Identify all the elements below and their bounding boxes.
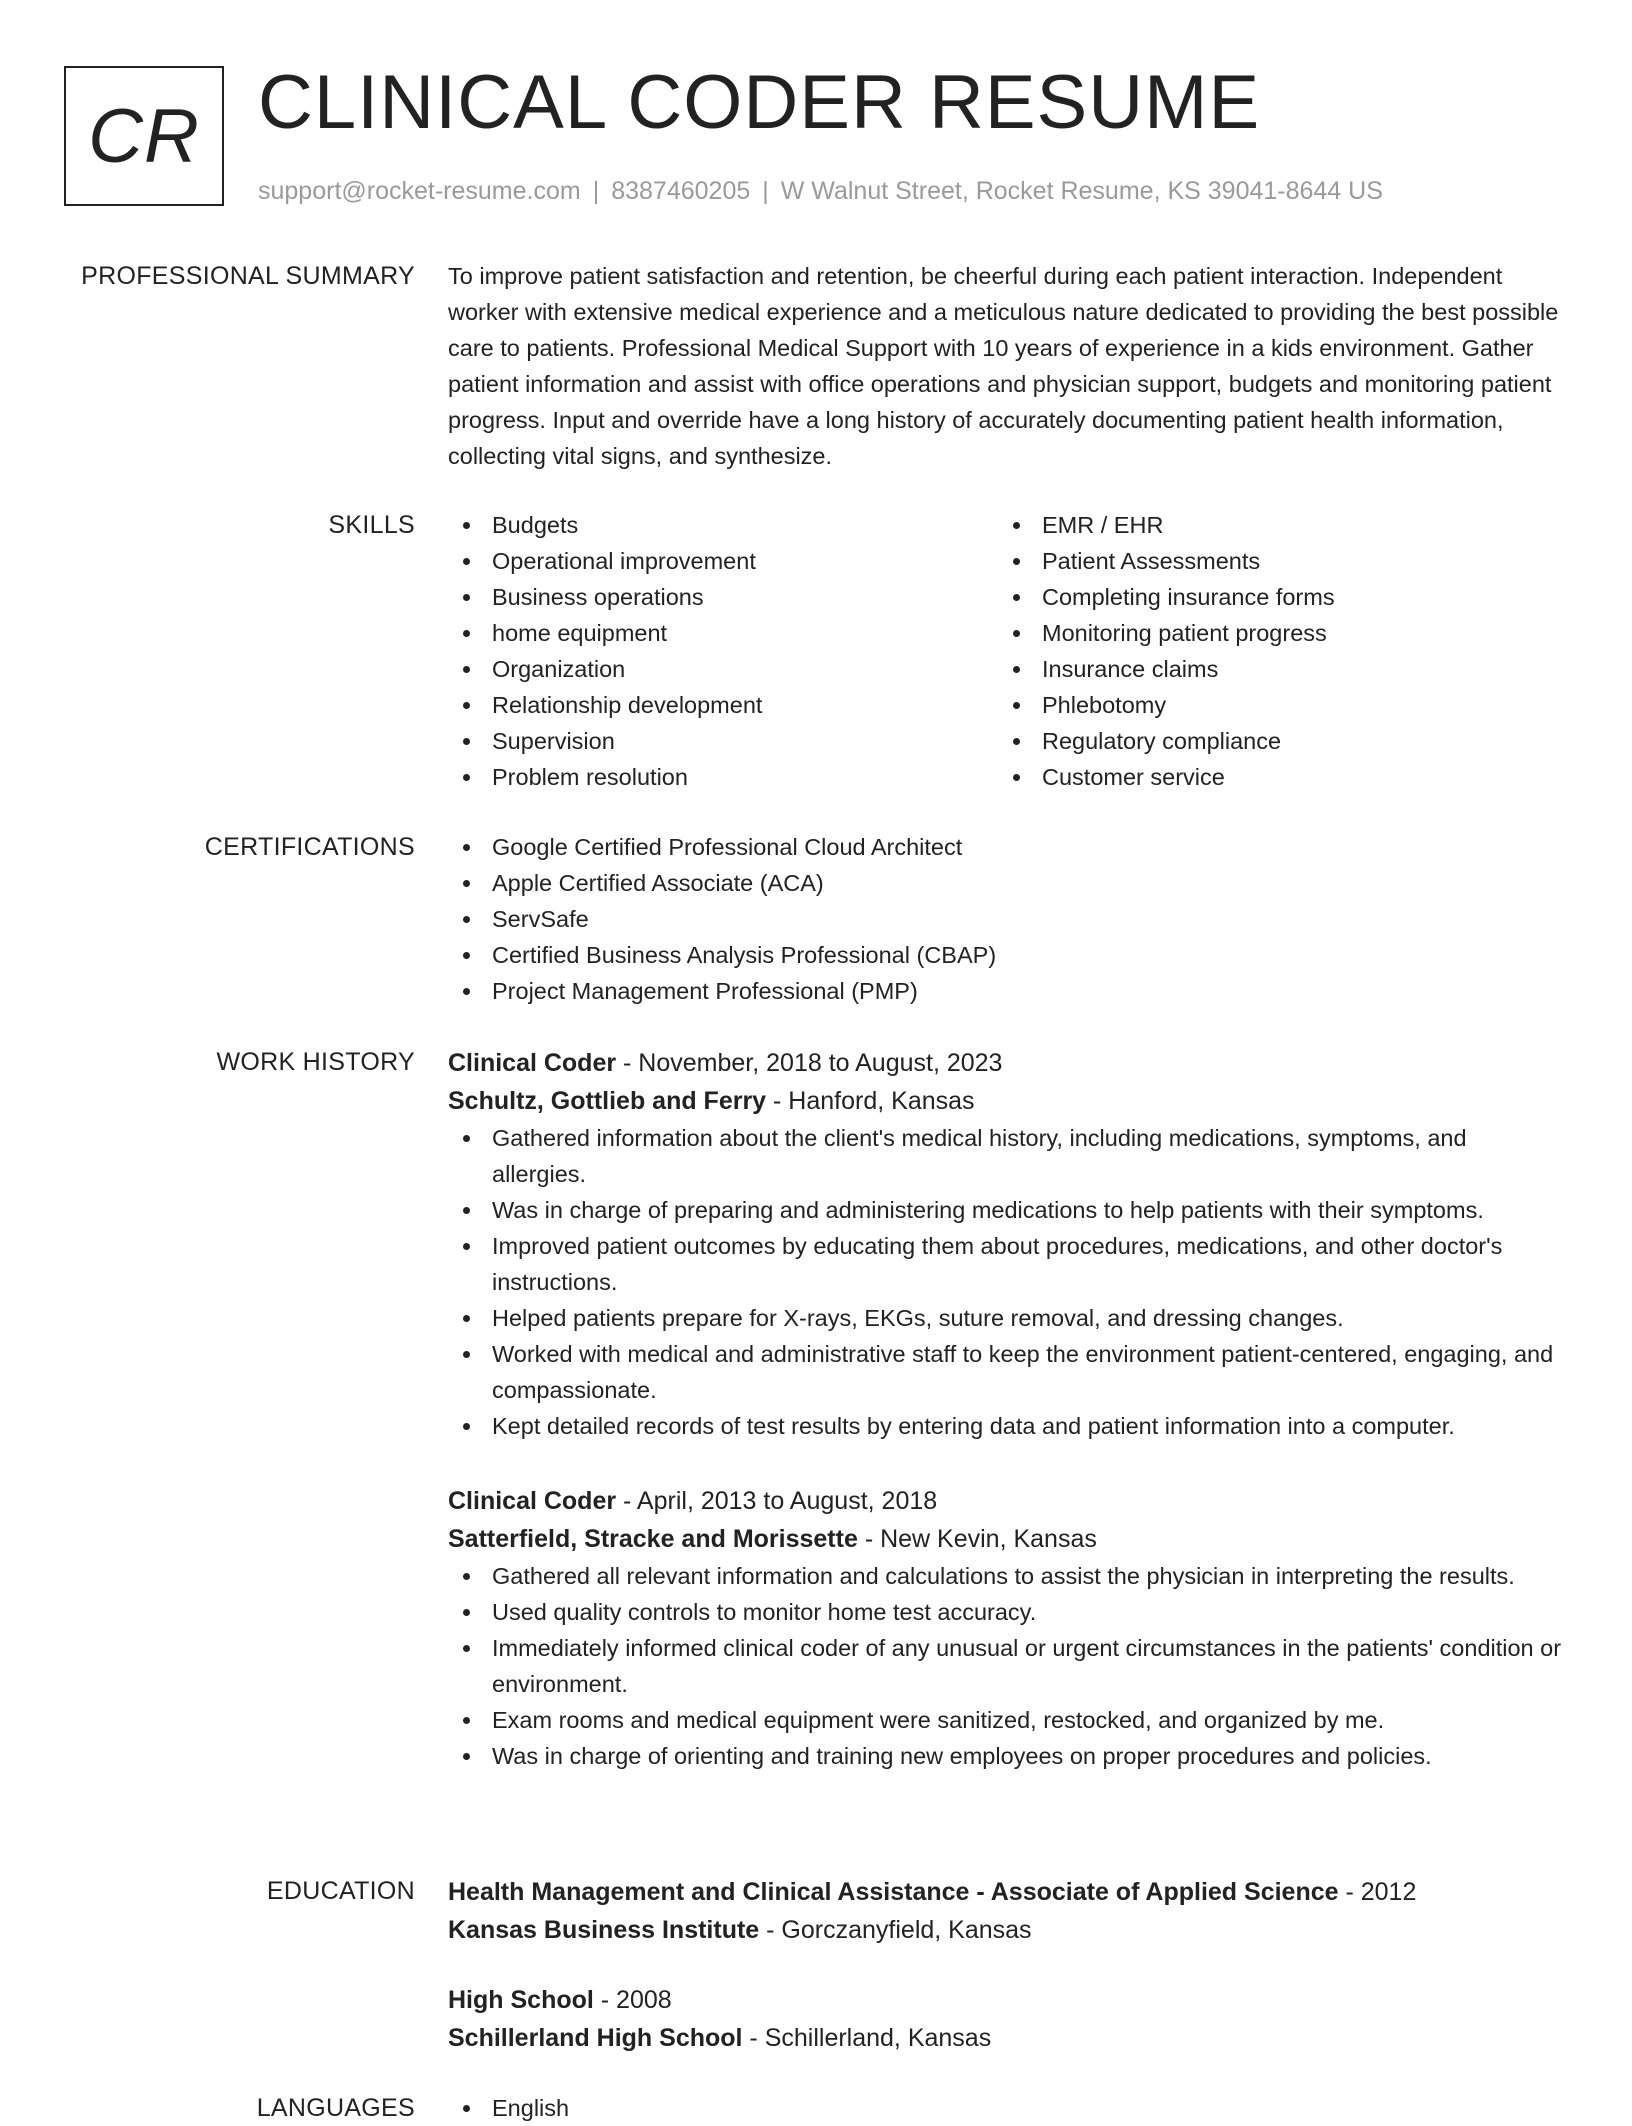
section-heading-certifications: CERTIFICATIONS (204, 833, 415, 861)
job-duty: Helped patients prepare for X-rays, EKGs, suture removal, and dressing changes. (448, 1300, 1564, 1336)
section-heading-work-history: WORK HISTORY (216, 1048, 415, 1076)
contact-address: W Walnut Street, Rocket Resume, KS 39041-8644 US (780, 177, 1383, 205)
education-school: Kansas Business Institute (448, 1916, 760, 1944)
education-degree: Health Management and Clinical Assistance - Associate of Applied Science (448, 1878, 1339, 1906)
job-company: Satterfield, Stracke and Morissette (448, 1525, 858, 1553)
education-entry (448, 1981, 1564, 2057)
skill-item: Relationship development (448, 687, 998, 723)
skill-item: Insurance claims (998, 651, 1548, 687)
job-duty: Kept detailed records of test results by entering data and patient information into a computer. (448, 1408, 1564, 1444)
skill-item: Organization (448, 651, 998, 687)
work-history-body (448, 1044, 1564, 1774)
contact-line (258, 174, 1383, 208)
certifications-list (448, 829, 1564, 1009)
certification-item: Certified Business Analysis Professional (CBAP) (448, 937, 1564, 973)
skill-item: Monitoring patient progress (998, 615, 1548, 651)
education-degree-line (448, 1873, 1564, 1911)
skill-item: Regulatory compliance (998, 723, 1548, 759)
job-location: - Hanford, Kansas (766, 1087, 975, 1115)
job-duty: Improved patient outcomes by educating them about procedures, medications, and other doctor's instructions. (448, 1228, 1564, 1300)
skills-body (448, 507, 1564, 795)
skills-list-left (448, 507, 998, 795)
skill-item: Phlebotomy (998, 687, 1548, 723)
section-heading-skills: SKILLS (328, 511, 415, 539)
summary-text: To improve patient satisfaction and retention, be cheerful during each patient interaction. Independent worker with extensive medical experience and a meticulous nature dedicated to providing the best possible care to patients. Professional Medical Support with 10 years of experience in a kids environment. Gather patient information and assist with office operations and physician support, budgets and monitoring patient progress. Input and override have a long history of accurately documenting patient health information, collecting vital signs, and synthesize. (448, 263, 1559, 469)
job-location: - New Kevin, Kansas (857, 1525, 1097, 1553)
skill-item: Budgets (448, 507, 998, 543)
job-duty: Worked with medical and administrative staff to keep the environment patient-centered, engaging, and compassionate. (448, 1336, 1564, 1408)
skill-item: Problem resolution (448, 759, 998, 795)
skill-item: EMR / EHR (998, 507, 1548, 543)
job-company-line (448, 1520, 1564, 1558)
education-location: - Schillerland, Kansas (742, 2024, 992, 2052)
summary-body (448, 258, 1564, 474)
certification-item: Project Management Professional (PMP) (448, 973, 1564, 1009)
contact-separator: | (762, 177, 769, 205)
skill-item: Supervision (448, 723, 998, 759)
job-title: Clinical Coder (448, 1487, 617, 1515)
skill-item: Completing insurance forms (998, 579, 1548, 615)
education-body (448, 1873, 1564, 2057)
certifications-body (448, 829, 1564, 1009)
skill-item: home equipment (448, 615, 998, 651)
language-item: English (448, 2090, 1564, 2126)
job-entry (448, 1482, 1564, 1774)
job-title: Clinical Coder (448, 1049, 617, 1077)
education-degree-line (448, 1981, 1564, 2019)
job-dates: - April, 2013 to August, 2018 (616, 1487, 938, 1515)
skill-item: Patient Assessments (998, 543, 1548, 579)
job-company-line (448, 1082, 1564, 1120)
skill-item: Operational improvement (448, 543, 998, 579)
job-duty: Was in charge of orienting and training new employees on proper procedures and policies. (448, 1738, 1564, 1774)
skills-list-right (998, 507, 1548, 795)
job-dates: - November, 2018 to August, 2023 (616, 1049, 1003, 1077)
job-company: Schultz, Gottlieb and Ferry (448, 1087, 767, 1115)
job-title-line (448, 1044, 1564, 1082)
languages-list (448, 2090, 1564, 2126)
education-year: - 2008 (593, 1986, 672, 2014)
job-duty: Immediately informed clinical coder of any unusual or urgent circumstances in the patients' condition or environment. (448, 1630, 1564, 1702)
education-year: - 2012 (1338, 1878, 1417, 1906)
resume-title: CLINICAL CODER RESUME (258, 60, 1261, 145)
job-duties-list (448, 1120, 1564, 1444)
education-school-line (448, 2019, 1564, 2057)
certification-item: Google Certified Professional Cloud Architect (448, 829, 1564, 865)
certification-item: ServSafe (448, 901, 1564, 937)
contact-phone: 8387460205 (611, 177, 751, 205)
monogram-initials: CR (88, 93, 200, 179)
job-duty: Used quality controls to monitor home test accuracy. (448, 1594, 1564, 1630)
monogram-badge (64, 66, 224, 206)
education-location: - Gorczanyfield, Kansas (759, 1916, 1032, 1944)
job-duty: Was in charge of preparing and administering medications to help patients with their symptoms. (448, 1192, 1564, 1228)
job-duty: Gathered information about the client's medical history, including medications, symptoms, and allergies. (448, 1120, 1564, 1192)
education-school: Schillerland High School (448, 2024, 743, 2052)
education-degree: High School (448, 1986, 594, 2014)
job-title-line (448, 1482, 1564, 1520)
section-heading-languages: LANGUAGES (256, 2094, 415, 2122)
section-heading-summary: PROFESSIONAL SUMMARY (81, 262, 415, 290)
job-entry (448, 1044, 1564, 1444)
contact-separator: | (592, 177, 600, 205)
skill-item: Customer service (998, 759, 1548, 795)
languages-body (448, 2090, 1564, 2126)
section-heading-education: EDUCATION (266, 1877, 415, 1905)
education-school-line (448, 1911, 1564, 1949)
contact-email: support@rocket-resume.com (258, 177, 581, 205)
skill-item: Business operations (448, 579, 998, 615)
certification-item: Apple Certified Associate (ACA) (448, 865, 1564, 901)
education-entry (448, 1873, 1564, 1949)
job-duty: Gathered all relevant information and calculations to assist the physician in interpreting the results. (448, 1558, 1564, 1594)
job-duty: Exam rooms and medical equipment were sanitized, restocked, and organized by me. (448, 1702, 1564, 1738)
job-duties-list (448, 1558, 1564, 1774)
